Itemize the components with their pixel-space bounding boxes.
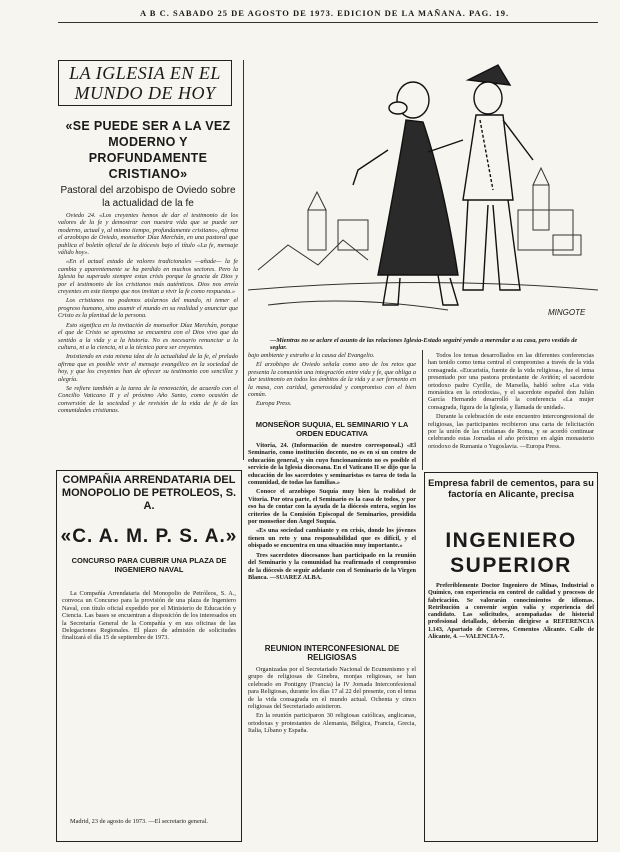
article4-cont-paragraph: Durante la celebración de este encuentro intercongresional de religiosas, las participantes recibieron una carta de felicitación por la unión de las cristianas de Roma, y se acordó continuar celebrando estas Jornadas el año próximo en algún monasterio ortodoxo de Rumania o Yugoslavia. —Europa Press.: [428, 413, 594, 450]
article1-paragraph: Los cristianos no podemos aislarnos del mundo, ni temer el progreso humano, sino asumir el mundo en su realidad y anunciar que Cristo es la plenitud de la persona.: [58, 297, 238, 320]
article2-paragraph: El arzobispo de Oviedo señala como uno de los retos que presenta la comunión una integración entre vida y fe, que obliga a dar testimonio en todos los ámbitos de la vida y a ser fermento en la masa, con caridad, generosidad y compromiso con el bien común.: [248, 361, 416, 399]
article3-headline: MONSEÑOR SUQUIA, EL SEMINARIO Y LA ORDEN EDUCATIVA: [255, 420, 409, 438]
campsa-name: «C. A. M. P. S. A.»: [60, 526, 238, 547]
engineer-ad-intro: Empresa fabril de cementos, para su factoría en Alicante, precisa: [428, 478, 594, 500]
article4-body: [248, 666, 416, 836]
article1-paragraph: Esto significa en la invitación de monseñor Díaz Merchán, porque el que de Cristo se aproxima se encuentra con el Dios vivo que da sentido a la vida y a la historia. No es necesario renunciar a la cultura, ni a la ciencia, ni a la técnica para ser creyentes.: [58, 321, 238, 351]
cartoon-caption: —Mientras no se aclare el asunto de las relaciones Iglesia-Estado seguiré yendo a merendar a su casa, pero vestido de seglar.: [270, 337, 578, 352]
engineer-ad-title-line2: SUPERIOR: [450, 554, 572, 577]
article2-body: [248, 352, 416, 410]
campsa-title: COMPAÑIA ARRENDATARIA DEL MONOPOLIO DE PETROLEOS, S. A.: [61, 474, 237, 512]
engineer-ad-body: [428, 582, 594, 832]
article1-paragraph: Insistiendo en esta misma idea de la actualidad de la fe, el prelado afirma que es posible vivir el mensaje evangélico en la sociedad de hoy, y que los creyentes han de ofrecer su testimonio con sencillez y alegría.: [58, 353, 238, 383]
article2-paragraph: Europa Press.: [256, 400, 292, 408]
article3-paragraph: Vitoria, 24. (Información de nuestro corresponsal.) «El Seminario, como institución docente, no es en sí un centro de educación general, y sin cuyo funcionamiento no es posible el servicio de la Iglesia diocesana. En el Vaticano II se dijo que la educación de los sacerdotes y seminaristas es tarea de toda la comunidad, de todas las familias.»: [248, 442, 416, 487]
article2-continuation: bajo ambiente y extraño a la causa del Evangelio.: [248, 352, 375, 359]
engineer-ad-title: [428, 528, 594, 578]
column-divider: [422, 350, 423, 470]
article4-cont-paragraph: Todos los temas desarrollados en las diferentes conferencias han tenido como tema central el compromiso a través de la vida consagrada. «Eucaristía, fuente de la vida religiosa», fue el tema presentado por una pastora protestante de Aviñón; el sacerdote ortodoxo padre Cyrille, de Marsella, habló sobre «La vida monástica en la ortodoxia», y el sacerdote español don Julián García Hernando desarrolló la conferencia «La mujer consagrada, figura de la Iglesia, y llamada de unidad».: [428, 352, 594, 411]
article1-paragraph: «En el actual estado de valores tradicionales —añade— la fe cambia y aparentemente se ha perdido en muchos sectores. Pero la Iglesia ha superado siempre estas crisis porque la gracia de Dios y por el testimonio de los cristianos más auténticos. Dios nos envía creyentes en este tiempo que nos invitan a vivir la fe como respuesta.»: [58, 258, 238, 296]
article3-body: [248, 442, 416, 634]
article1-body: [58, 212, 238, 462]
campsa-body: La Compañía Arrendataria del Monopolio de Petróleos, S. A., convoca un Concurso para la provisión de una plaza de Ingeniero Naval, con título oficial expedido por el Ministerio de Educación y Ciencia. Las bases se encuentran a disposición de los interesados en la Secretaría General de la Compañía y en sus oficinas de las Delegaciones Regionales. El plazo de admisión de solicitudes finalizará el día 15 de septiembre de 1973.: [62, 590, 236, 642]
article3-paragraph: «Es una sociedad cambiante y en crisis, donde los jóvenes tienen un reto y una responsabilidad que es difícil, y el obispado se encuentra en una situación muy importante.»: [248, 527, 416, 550]
section-title-line1: LA IGLESIA EN EL: [69, 63, 221, 83]
column-divider: [243, 60, 244, 460]
section-title-line2: MUNDO DE HOY: [74, 83, 216, 103]
cartoon-illustration: [248, 60, 598, 335]
article3-paragraph: Conoce el arzobispo Suquía muy bien la realidad de Vitoria. Por otra parte, el Seminario es la casa de todos, y por eso ha de contar con la ayuda de la diócesis entera, según los criterios de la Comisión Episcopal de Seminarios, presidida por monseñor don Ángel Suquía.: [248, 488, 416, 526]
campsa-signature: Madrid, 23 de agosto de 1973. —El secretario general.: [70, 818, 208, 825]
article1-paragraph: Se refiere también a la tarea de la renovación, de acuerdo con el Concilio Vaticano II y el próximo Año Santo, como ocasión de conversión de la sociedad y de revisión de la vida de fe de las comunidades cristianas.: [58, 384, 238, 415]
engineer-ad-paragraph: Preferiblemente Doctor Ingeniero de Minas, Industrial o Químico, con experiencia en control de calidad y procesos de fabricación. Se valorarán conocimientos de idiomas. Retribución a convenir según valía y experiencia del candidato. Las solicitudes, acompañadas de historial profesional detallado, deberán dirigirse a REFERENCIA 1.143, Apartado de Correos, Cementos Alicante. Calle de Alicante, 4. —VALENCIA-7.: [428, 582, 594, 641]
article4-paragraph: En la reunión participaron 30 religiosas católicas, anglicanas, ortodoxas y protestantes de Alemania, Bélgica, Francia, Grecia, Italia, Líbano y España.: [248, 712, 416, 735]
engineer-ad-title-line1: INGENIERO: [445, 529, 577, 552]
header-rule: [58, 22, 598, 23]
cartoon-signature: MINGOTE: [548, 308, 586, 317]
article3-paragraph: Tres sacerdotes diocesanos han participado en la reunión del Seminario y la comunidad ha reafirmado el compromiso de la diócesis de seguir adelante con el Seminario de la Virgen Blanca. —SUAREZ ALBA.: [248, 551, 416, 581]
article1-subhead: Pastoral del arzobispo de Oviedo sobre la actualidad de la fe: [60, 185, 236, 209]
page-header: A B C. SABADO 25 DE AGOSTO DE 1973. EDICION DE LA MAÑANA. PAG. 19.: [140, 8, 510, 18]
article4-headline: REUNION INTERCONFESIONAL DE RELIGIOSAS: [264, 644, 400, 662]
article1-paragraph: Oviedo 24. «Los creyentes hemos de dar el testimonio de los valores de la fe y demostrar con nuestra vida que se puede ser moderno, actual y, al mismo tiempo, profundamente cristiano», afirma el arzobispo de Oviedo, monseñor Díaz Merchán, en una pastoral que publica el boletín oficial de la diócesis bajo el título «La fe, mensaje válido hoy».: [58, 212, 238, 257]
article4-paragraph: Organizadas por el Secretariado Nacional de Ecumenismo y el grupo de religiosas de Ginebra, monjas religiosas, se han celebrado en Pontigny (Francia) la IV Jornada Interconfesional para Religiosas, durante los días 17 al 22 del presente, con el tema de la vida consagrada en el mundo actual. Ochenta y cinco religiosas del Secretariado asistieron.: [248, 666, 416, 711]
campsa-subtitle: CONCURSO PARA CUBRIR UNA PLAZA DE INGENIERO NAVAL: [71, 556, 227, 574]
section-title: [58, 60, 232, 106]
article1-headline: «SE PUEDE SER A LA VEZ MODERNO Y PROFUNDAMENTE CRISTIANO»: [65, 119, 231, 181]
cartoon-drawing: [248, 60, 598, 335]
article4-continuation: [428, 352, 594, 464]
